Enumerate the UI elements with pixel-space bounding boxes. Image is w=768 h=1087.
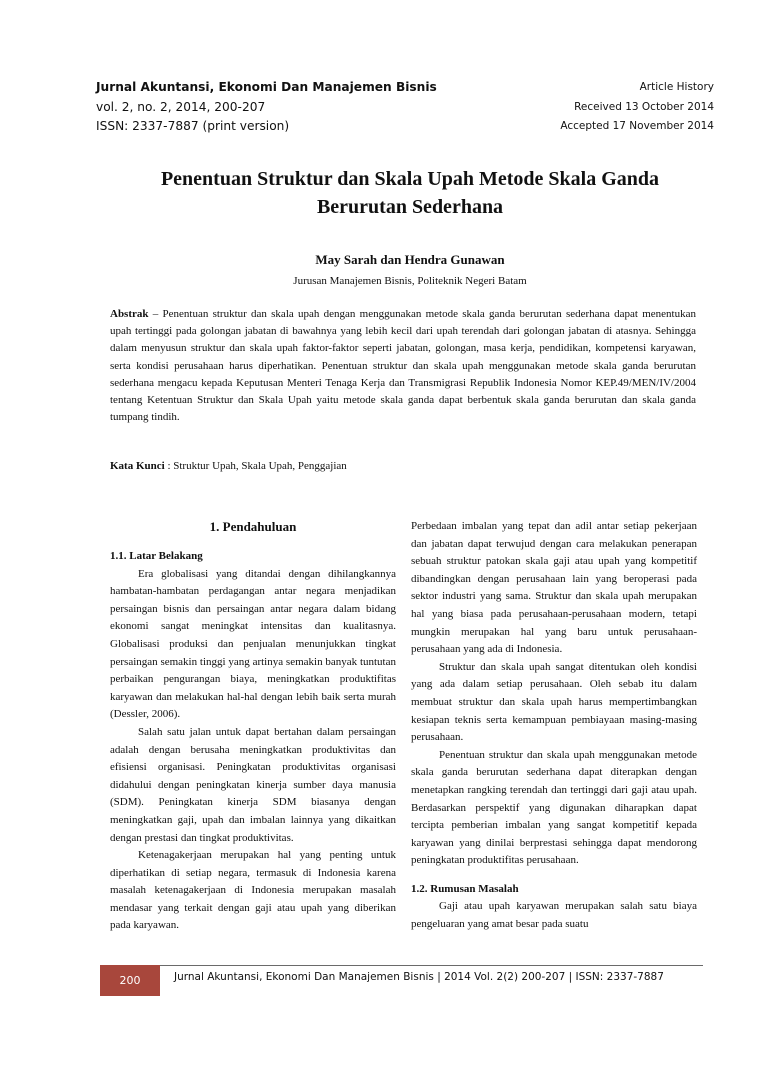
footer-divider [100,965,703,966]
spacer [411,870,697,881]
paragraph-5: Struktur dan skala upah sangat ditentukan oleh kondisi yang ada dalam setiap perusahaan. Oleh sebab itu dalam membuat struktur dan skala upah harus mempertimbangkan kesiapan teknis serta kemampuan pembiayaan masing-masing perusahaan. [411,660,697,744]
journal-volume: vol. 2, no. 2, 2014, 200-207 [96,99,266,114]
paragraph-1: Era globalisasi yang ditandai dengan dihilangkannya hambatan-hambatan perdagangan antar negara menjadikan persaingan bisnis dan persaingan antar negara dalam bidang ekonomi sangat meningkat intensitas dan kualitasnya. Globalisasi produksi dan penjualan menunjukkan tingkat persaingan semakin tinggi yang artinya semakin banyak tuntutan perbaikan pengurangan biaya, meningkatkan produktifitas karyawan dan melakukan hal-hal dengan lebih baik serta murah (Dessler, 2006). [110,567,396,721]
journal-header [96,78,437,137]
abstract-text: – Penentuan struktur dan skala upah dengan menggunakan metode skala ganda berurutan sederhana dapat menentukan upah tertinggi pada golongan jabatan di bawahnya yang lebih kecil dari upah terendah dari golongan jabatan di atasnya. Sehingga dalam menyusun struktur dan skala upah faktor-faktor seperti jabatan, golongan, masa kerja, pendidikan, kompetensi karyawan, serta kondisi perusahaan harus diperhatikan. Penentuan struktur dan skala upah menggunakan metode skala ganda berurutan sederhana mengacu kepada Keputusan Menteri Tenaga Kerja dan Transmigrasi Republik Indonesia Nomor KEP.49/MEN/IV/2004 tentang Ketentuan Struktur dan Skala Upah yaitu metode skala ganda dapat berbentuk skala ganda berurutan dan skala ganda tumpang tindih. [110,308,696,424]
paragraph-7: Gaji atau upah karyawan merupakan salah satu biaya pengeluaran yang amat besar pada suatu [411,900,697,931]
history-label: Article History [639,81,714,93]
column-left [110,518,396,935]
paragraph-3: Ketenagakerjaan merupakan hal yang penting untuk diperhatikan di setiap negara, termasuk di Indonesia karena masalah ketenagakerjaan di Indonesia merupakan masalah mendasar yang terkait dengan gaji atau upah yang diberikan pada karyawan. [110,849,396,932]
subsection-heading-2: 1.2. Rumusan Masalah [411,882,519,895]
paper-affiliation: Jurusan Manajemen Bisnis, Politeknik Negeri Batam [293,275,527,287]
keywords [110,458,696,474]
subsection-heading-1: 1.1. Latar Belakang [110,550,203,562]
abstract-label: Abstrak [110,308,149,320]
paper-authors: May Sarah dan Hendra Gunawan [315,252,505,267]
paragraph-4: Perbedaan imbalan yang tepat dan adil antar setiap pekerjaan dan jabatan dapat terwujud dengan cara melakukan penerapan sebuah struktur patokan skala gaji atau upah yang kompetitif dibandingkan dengan perusahaan lain yang beroperasi pada sektor industri yang sama. Struktur dan skala upah merupakan hal yang biasa pada perusahaan-perusahaan modern, tetapi mungkin merupakan hal yang baru untuk perusahaan-perusahaan yang ada di Indonesia. [411,520,697,656]
column-right [411,518,697,934]
title-line-1: Penentuan Struktur dan Skala Upah Metode Skala Ganda [160,168,660,190]
history-received: Received 13 October 2014 [574,100,714,113]
paragraph-2: Salah satu jalan untuk dapat bertahan dalam persaingan adalah dengan berusaha meningkatkan produktivitas dan efisiensi organisasi. Peningkatan produktivitas organisasi didahului dengan peningkatan kinerja sumber daya manusia (SDM). Peningkatan kinerja SDM biasanya dengan meningkatkan gaji, upah dan imbalan lainnya yang dikaitkan dengan prestasi dan tingkat produktivitas. [110,725,396,844]
page-number: 200 [100,965,160,996]
journal-issn: ISSN: 2337-7887 (print version) [96,119,290,133]
keywords-label: Kata Kunci [110,460,165,472]
footer-text: Jurnal Akuntansi, Ekonomi Dan Manajemen Bisnis | 2014 Vol. 2(2) 200-207 | ISSN: 2337-7887 [174,971,664,983]
section-heading: 1. Pendahuluan [209,519,297,534]
paper-title [60,165,760,221]
paragraph-6: Penentuan struktur dan skala upah menggunakan metode skala ganda berurutan sederhana dapat diterapkan dengan menetapkan rangking terendah dan tertinggi dari gaji atau upah. Berdasarkan perspektif yang digunakan diharapkan dapat tercipta pemberian imbalan yang sangat kompetitif kepada karyawan yang dinilai berprestasi sehingga dapat mendorong peningkatan produktifitas perusahaan. [411,748,697,867]
keywords-text: : Struktur Upah, Skala Upah, Penggajian [164,460,347,472]
article-history [560,78,714,137]
journal-name: Jurnal Akuntansi, Ekonomi Dan Manajemen Bisnis [96,80,437,94]
title-line-2: Berurutan Sederhana [316,196,504,218]
abstract [110,306,696,426]
history-accepted: Accepted 17 November 2014 [560,120,714,132]
